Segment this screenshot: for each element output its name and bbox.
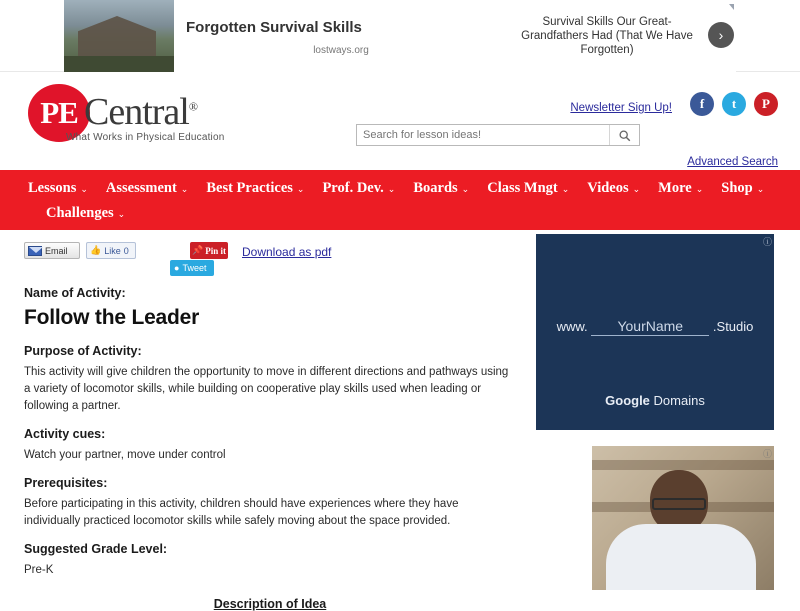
sidebar-ad-domain-line: [536, 318, 774, 336]
email-share-button[interactable]: [24, 242, 80, 259]
nav-row-secondary: [0, 201, 800, 226]
download-pdf-link[interactable]: Download as pdf: [242, 245, 332, 259]
name-of-activity-label: Name of Activity:: [24, 286, 126, 300]
ad-next-arrow-icon[interactable]: ›: [708, 22, 734, 48]
prerequisites-label: Prerequisites:: [24, 476, 108, 490]
nav-label: Challenges: [46, 205, 114, 221]
nav-label: Lessons: [28, 180, 77, 196]
chevron-down-icon: ⌄: [296, 184, 305, 194]
nav-label: Videos: [587, 180, 629, 196]
logo-registered-icon: ®: [188, 99, 197, 114]
pinterest-icon[interactable]: P: [754, 92, 778, 116]
twitter-tweet-button[interactable]: [170, 260, 214, 276]
chevron-down-icon: ⌄: [756, 184, 765, 194]
person-shirt: [606, 524, 756, 590]
activity-title: Follow the Leader: [24, 306, 200, 329]
activity-cues-text: Watch your partner, move under control: [24, 449, 226, 461]
logo-central-word: Central: [84, 91, 189, 133]
nav-row-primary: [0, 176, 800, 201]
email-share-label: Email: [45, 245, 68, 256]
ad-display-url: lostways.org: [313, 44, 369, 56]
logo-tagline: What Works in Physical Education: [66, 132, 225, 143]
chevron-down-icon: ⌄: [387, 184, 396, 194]
envelope-icon: [28, 246, 42, 256]
search-input[interactable]: [357, 125, 609, 145]
grade-level-text: Pre-K: [24, 564, 54, 576]
chevron-down-icon: ⌄: [632, 184, 641, 194]
sidebar-ad-photo[interactable]: [592, 446, 774, 590]
nav-item-videos[interactable]: [587, 176, 652, 201]
nav-label: Assessment: [105, 180, 177, 196]
pin-icon: 📌: [192, 245, 204, 255]
nav-label: Class Mngt: [487, 180, 558, 196]
facebook-like-button[interactable]: [86, 242, 136, 259]
ad-text-block: [174, 0, 506, 72]
nav-item-assessment[interactable]: [106, 176, 200, 201]
sidebar-ad-studio: .Studio: [712, 319, 754, 334]
logo-pe-badge: PE: [28, 84, 90, 142]
chevron-down-icon: ⌄: [117, 209, 126, 219]
pin-label: Pin it: [205, 245, 226, 256]
page-content: [0, 230, 800, 611]
article-body: [24, 240, 516, 611]
main-navigation: [0, 170, 800, 230]
nav-label: Boards: [413, 180, 458, 196]
nav-item-best-practices[interactable]: [206, 176, 316, 201]
like-label: Like: [104, 245, 121, 256]
facebook-icon[interactable]: f: [690, 92, 714, 116]
sidebar-ad-yourname: YourName: [591, 318, 709, 336]
bird-icon: ●: [174, 263, 180, 273]
newsletter-signup-link[interactable]: Newsletter Sign Up!: [570, 102, 672, 114]
ad-choices-icon[interactable]: ⓘ: [762, 237, 772, 247]
nav-label: More: [658, 180, 692, 196]
chevron-down-icon: ⌄: [561, 184, 570, 194]
sidebar-ad-google-domains[interactable]: [536, 234, 774, 430]
search-box[interactable]: [356, 124, 640, 146]
chevron-down-icon: ⌄: [180, 184, 189, 194]
ad-image: [64, 0, 174, 72]
grade-level-label: Suggested Grade Level:: [24, 542, 168, 556]
tweet-label: Tweet: [182, 263, 207, 273]
nav-label: Shop: [721, 180, 753, 196]
nav-item-lessons[interactable]: [28, 176, 100, 201]
site-header: [0, 72, 800, 170]
chevron-down-icon: ⌄: [80, 184, 88, 194]
like-count: 0: [123, 245, 129, 256]
nav-label: Best Practices: [206, 180, 293, 196]
search-icon: [618, 129, 631, 142]
top-banner-ad[interactable]: [0, 0, 800, 72]
shelf-decor: [592, 460, 774, 470]
sidebar-ad-brand: [536, 393, 774, 408]
nav-label: Prof. Dev.: [322, 180, 384, 196]
sidebar-ad-brand-rest: Domains: [649, 393, 705, 408]
ad-description: Survival Skills Our Great-Grandfathers Had (That We Have Forgotten): [521, 16, 693, 56]
chevron-down-icon: ⌄: [461, 184, 470, 194]
sidebar-ad-brand-bold: Google: [605, 393, 650, 408]
sidebar-ad-www: www.: [556, 319, 588, 334]
nav-item-more[interactable]: [658, 176, 715, 201]
activity-cues-label: Activity cues:: [24, 427, 106, 441]
nav-item-boards[interactable]: [413, 176, 481, 201]
share-toolbar: [24, 240, 516, 274]
ad-choices-icon[interactable]: ⓘ: [762, 449, 772, 459]
chevron-down-icon: ⌄: [695, 184, 704, 194]
nav-item-challenges[interactable]: [46, 201, 137, 226]
nav-item-class-mngt[interactable]: [487, 176, 581, 201]
purpose-text: This activity will give children the opportunity to move in different directions and pathways using a variety of locomotor skills, while building on cooperative play skills used when leading or following a partner.: [24, 366, 509, 412]
advanced-search-link[interactable]: Advanced Search: [687, 156, 778, 168]
nav-item-prof-dev[interactable]: [322, 176, 407, 201]
ad-choices-icon[interactable]: [729, 1, 734, 11]
pinterest-save-button[interactable]: [190, 242, 228, 259]
purpose-label: Purpose of Activity:: [24, 344, 142, 358]
glasses-icon: [652, 498, 706, 510]
search-button[interactable]: [609, 125, 639, 145]
thumbs-up-icon: 👍: [90, 245, 102, 255]
prerequisites-text: Before participating in this activity, children should have experiences where they have individually practiced locomotor skills while safely moving about the space provided.: [24, 498, 459, 527]
twitter-icon[interactable]: t: [722, 92, 746, 116]
logo-central-text: [84, 90, 197, 134]
ad-headline: Forgotten Survival Skills: [186, 18, 362, 36]
top-banner-ad-inner[interactable]: [64, 0, 736, 72]
description-of-idea-heading: Description of Idea: [213, 597, 327, 611]
social-links: [690, 92, 778, 116]
nav-item-shop[interactable]: [721, 176, 776, 201]
